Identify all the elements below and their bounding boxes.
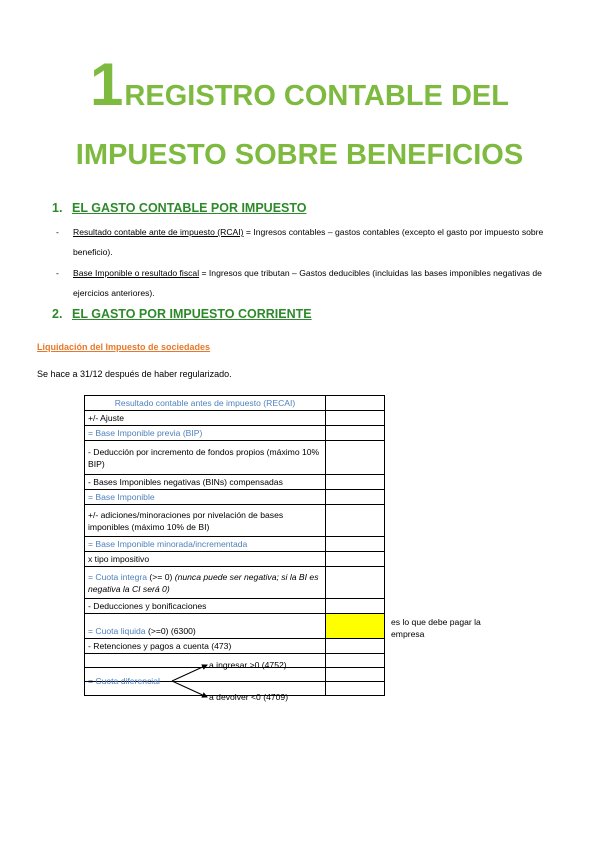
row-label: - Retenciones y pagos a cuenta (473)	[85, 639, 326, 654]
row-label: - Bases Imponibles negativas (BINs) compensadas	[85, 475, 326, 490]
cuota-integra-label: = Cuota integra	[88, 571, 148, 582]
section-1-title: EL GASTO CONTABLE POR IMPUESTO	[72, 201, 307, 215]
bullet-dash: -	[56, 268, 59, 278]
cuota-diferencial-label: = Cuota diferencial	[88, 676, 160, 686]
row-label: = Base Imponible minorada/incrementada	[85, 537, 326, 552]
liquidacion-heading: Liquidación del Impuesto de sociedades	[37, 342, 211, 352]
highlight-note: es lo que debe pagar la empresa	[391, 617, 481, 639]
liquidacion-intro: Se hace a 31/12 después de haber regularizado.	[37, 369, 232, 379]
row-label: +/- Ajuste	[85, 411, 326, 426]
row-label: - Deducción por incremento de fondos propios (máximo 10% BIP)	[85, 441, 326, 475]
row-label: x tipo impositivo	[85, 552, 326, 567]
bullet-dash: -	[56, 227, 59, 237]
cuota-integra-condition: (>= 0)	[147, 571, 175, 582]
section-1-number: 1.	[52, 201, 63, 215]
cuota-liquida-label: = Cuota liquida	[88, 626, 146, 636]
document-title-line-2: IMPUESTO SOBRE BENEFICIOS	[75, 139, 524, 171]
row-label: - Deducciones y bonificaciones	[85, 599, 326, 614]
arrow-to-a-ingresar	[172, 665, 207, 681]
section-2-number: 2.	[52, 307, 63, 321]
arrow-to-a-devolver	[172, 681, 207, 697]
row-label: = Base Imponible previa (BIP)	[85, 426, 326, 441]
row-label: = Base Imponible	[85, 490, 326, 505]
cuota-integra-note: (nunca puede ser negativa; si la BI es negativa la CI será 0)	[88, 571, 319, 594]
cuota-liquida-condition: (>=0) (6300)	[145, 626, 196, 636]
a-devolver-label: a devolver <0 (4709)	[209, 692, 289, 702]
row-label: Resultado contable antes de impuesto (RECAI)	[85, 396, 326, 411]
title-number: 1	[90, 51, 123, 118]
bullet-text: = Ingresos que tributan – Gastos deducibles (incluidas las bases imponibles negativas de ejercicios anteriores).	[73, 268, 542, 298]
title-text: REGISTRO CONTABLE DEL	[124, 80, 509, 112]
bullet-text: = Ingresos contables – gastos contables (excepto el gasto por impuesto sobre beneficio).	[73, 227, 544, 257]
bullet-term: Base Imponible o resultado fiscal	[73, 268, 200, 278]
row-label: +/- adiciones/minoraciones por nivelación de bases imponibles (máximo 10% de BI)	[85, 505, 326, 537]
bullet-term: Resultado contable ante de impuesto (RCAI)	[73, 227, 244, 237]
a-ingresar-label: a ingresar >0 (4752)	[209, 660, 287, 670]
section-2-title: EL GASTO POR IMPUESTO CORRIENTE	[72, 307, 312, 321]
